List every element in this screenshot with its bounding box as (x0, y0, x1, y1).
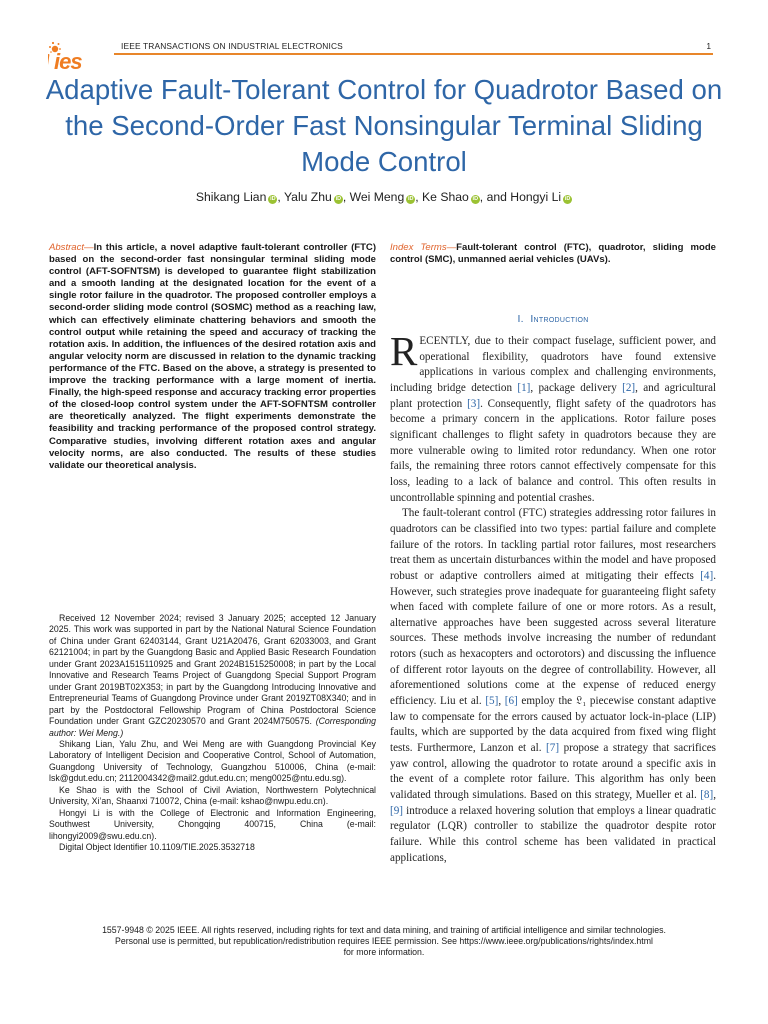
orcid-icon[interactable]: iD (335, 196, 342, 202)
citation-link[interactable]: [3] (467, 397, 481, 410)
abstract-text: In this article, a novel adaptive fault-tolerant controller (FTC) based on the second-order fast nonsingular terminal sliding mode control (AFT-SOFNTSM) is developed to guarantee flight stabilization and a smooth landing at the designated location for the event of a single rotor failure in the quadrotor. The proposed controller employs a second-order sliding mode control (SOSMC) method as a reaching law, which can effectively eliminate chattering behaviors and smooth the control output while retaining the speed and accuracy of tracking the rotation axis. In addition, the influences of the desired rotation axis and angular velocity norm are discussed in relation to the dynamic tracking performance of the FTC. Based on the above, a strategy is presented to improve the tracking performance with a large moment of inertia. Finally, the high-speed response and accuracy tracking error properties of the closed-loop control system under the AFT-SOFNTSM controller are theoretically analyzed. The flight experiments demonstrate the feasibility and tracking performance of the proposed control strategy. Comparative studies, involving different rotation axes and angular velocity norms, are also conducted. The results of these studies validate our theoretical analysis. (49, 242, 376, 471)
citation-link[interactable]: [8] (700, 789, 714, 802)
author-list: Shikang Lian iD , Yalu Zhu iD , Wei Meng iD , Ke Shao iD , and Hongyi Li iD (195, 190, 571, 204)
ies-logo (48, 40, 104, 74)
journal-name: IEEE TRANSACTIONS ON INDUSTRIAL ELECTRONICS (121, 41, 343, 51)
first-page-footnote (49, 613, 376, 854)
orcid-icon[interactable]: iD (408, 196, 414, 202)
author: Yalu Zhu iD (283, 190, 342, 204)
abstract-label: Abstract— (49, 242, 94, 253)
footnote-affiliation: Hongyi Li is with the College of Electronic and Information Engineering, Southwest University, Chongqing 400715, China (e-mail: lihongyi2009@swu.edu.cn). (49, 807, 376, 841)
author: Wei Meng iD (349, 190, 414, 204)
citation-link[interactable]: [7] (546, 742, 560, 755)
abstract (49, 242, 376, 472)
intro-paragraph: The fault-tolerant control (FTC) strategies addressing rotor failures in quadrotors can be classified into two types: partial failure and complete failure of the rotors. In tackling partial rotor failures, most researchers treat them as uncertain disturbances within the model and have proposed robust or adaptive controllers aimed at mitigating their effects [4]. However, such strategies prove inadequate for guaranteeing flight safety when faced with complete failure of one or more rotors. As a result, alternative approaches have been suggested across several literature sources. These methods involve increasing the number of redundant rotors (such as hexacopters and octorotors) and discussing the influence of different rotor layouts on the degree of controllability. However, all aforementioned solutions come at the expense of reduced energy efficiency. Liu et al. [5], [6] employ the 𝔏₁ piecewise constant adaptive law to compensate for the errors caused by actuator lock-in-place (LIP) faults, which are supported by the data acquired from fixed wing flight tests. Furthermore, Lanzon et al. [7] propose a strategy that sacrifices yaw control, allowing the quadrotor to rotate around a specific axis in the event of a complete rotor failure. This algorithm has only been validated through simulations. Based on this strategy, Mueller et al. [8], [9] introduce a relaxed hovering solution that employs a linear quadratic regulator (LQR) controller to stabilize the quadrotor despite rotor failure. While this control scheme has been validated in practical applications, (390, 507, 716, 864)
doi[interactable]: Digital Object Identifier 10.1109/TIE.2025.3532718 (59, 842, 255, 853)
footnote-affiliation: Ke Shao is with the School of Civil Aviation, Northwestern Polytechnical University, Xi’an, Shaanxi 710072, China (e-mail: kshao@nwpu.edu.cn). (49, 784, 376, 807)
citation-link[interactable]: [2] (622, 381, 636, 394)
citation-link[interactable]: [9] (390, 804, 403, 817)
index-terms-text: Fault-tolerant control (FTC), quadrotor, sliding mode control (SMC), unmanned aerial vehicles (UAVs). (390, 242, 716, 266)
page-number: 1 (706, 41, 711, 51)
introduction-body (390, 328, 716, 866)
citation-link[interactable]: [1] (517, 381, 531, 394)
orcid-icon[interactable]: iD (564, 196, 571, 202)
citation-link[interactable]: [6] (504, 695, 518, 708)
author: Shikang Lian iD (195, 190, 276, 204)
author: Hongyi Li iD (510, 190, 571, 204)
section-heading: I. Introduction (517, 313, 589, 325)
citation-link[interactable]: [5] (485, 695, 499, 708)
drop-cap: R (390, 328, 418, 374)
header-rule (114, 53, 713, 55)
paper-title: Adaptive Fault-Tolerant Control for Quadrotor Based on the Second-Order Fast Nonsingular Terminal Sliding Mode Control (45, 74, 723, 177)
author: Ke Shao iD (422, 190, 479, 204)
intro-paragraph: RECENTLY, due to their compact fuselage, sufficient power, and operational flexibility, quadrotors have found extensive applications in various complex and challenging environments, including bridge detection [1], package delivery [2], and agricultural plant protection [3]. Consequently, flight safety of the quadrotors has become a primary concern in the applications. Rotor failure poses significant challenges to flight safety in quadrotors because they are more vulnerable owing to limited rotor redundancy. When one rotor fails, the remaining three rotors cannot effectively compensate for this loss, leading to a lack of balance and control. This often results in uncontrollable spinning and potential crashes. (390, 328, 716, 504)
footnote-affiliation: Shikang Lian, Yalu Zhu, and Wei Meng are with Guangdong Provincial Key Laboratory of Intelligent Decision and Cooperative Control, School of Automation, Guangdong University of Technology, Guangzhou 510006, China (e-mail: lsk@gdut.edu.cn; 2112004342@mail2.gdut.edu.cn; meng0025@ntu.edu.sg). (49, 738, 376, 784)
ies-logo-graphic (48, 40, 104, 74)
svg-text:ies: ies (54, 49, 82, 74)
orcid-icon[interactable]: iD (472, 196, 479, 202)
index-terms (390, 242, 716, 266)
copyright-notice: 1557-9948 © 2025 IEEE. All rights reserved, including rights for text and data mining, and training of artificial intelligence and similar technologies. Personal use is permitted, but republication/redistribution requires IEEE permission. See https://www.ieee.org/publications/rights/index.html for more information. (102, 925, 666, 958)
citation-link[interactable]: [4] (700, 569, 714, 582)
index-terms-label: Index Terms— (390, 242, 457, 253)
orcid-icon[interactable]: iD (270, 196, 276, 202)
footnote-funding: Received 12 November 2024; revised 3 January 2025; accepted 12 January 2025. This work was supported in part by the National Natural Science Foundation of China under Grant 62403144, Grant U21A20476, Grant 62033003, and Grant 62121004; in part by the Guangdong Basic and Applied Basic Research Foundation under Grant 2023A1515110925 and Grant 2024B1515250008; in part by the Local Innovative and Research Teams Project of Guangdong Special Support Program under Grant 2019BT02X353; in part by the Guangdong Introducing Innovative and Entrepreneurial Teams of Guangdong Province under Grant 2019ZT08X340; and in part by the Postdoctoral Fellowship Program of China Postdoctoral Science Foundation under Grant GZC20230570 and Grant 2024M750575. (Corresponding author: Wei Meng.) (49, 613, 376, 738)
